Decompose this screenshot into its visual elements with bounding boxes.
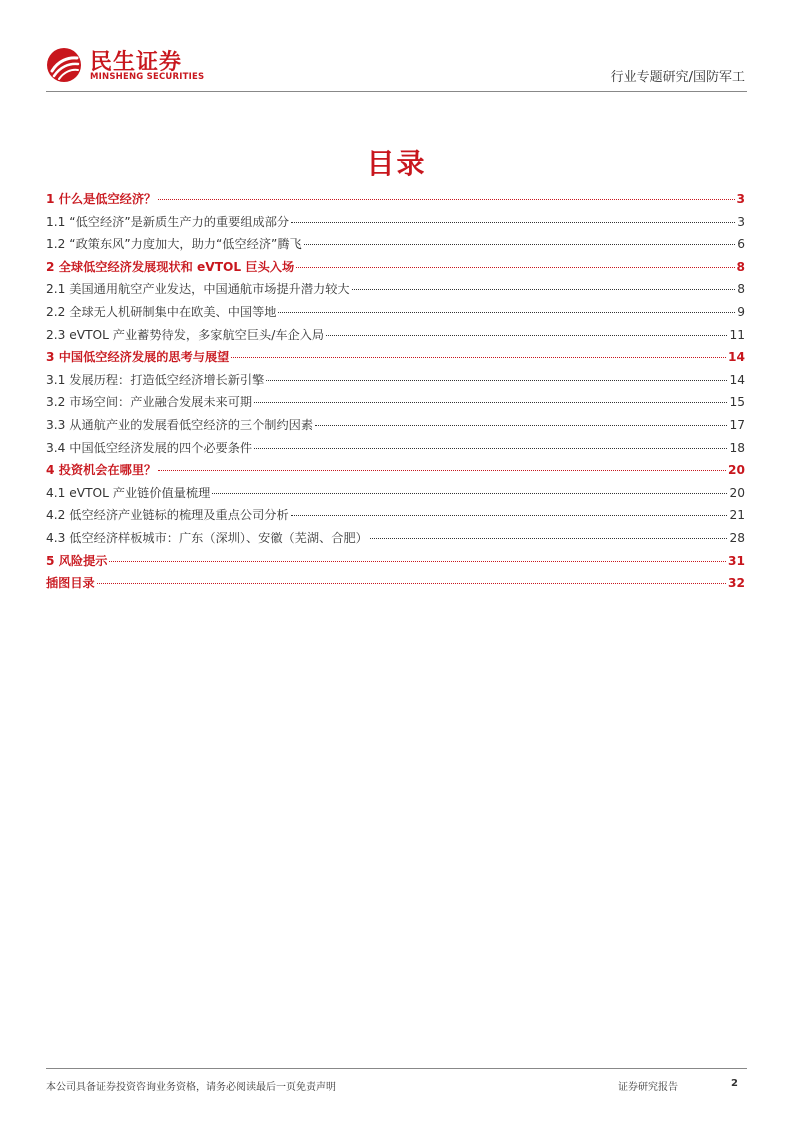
toc-entry-title: 1.2 “政策东风”力度加大，助力“低空经济”腾飞 (46, 237, 302, 252)
toc-dot-leader (231, 356, 726, 358)
toc-entry-title: 3.3 从通航产业的发展看低空经济的三个制约因素 (46, 417, 314, 432)
toc-entry-title: 4.3 低空经济样板城市：广东（深圳）、安徽（芜湖、合肥） (46, 530, 368, 545)
toc-entry-page: 32 (728, 576, 745, 591)
toc-section-entry[interactable] (46, 459, 745, 482)
page-header (0, 0, 793, 92)
toc-entry-page: 21 (729, 508, 745, 523)
toc-entry-page: 11 (729, 327, 745, 342)
toc-entry-page: 6 (737, 237, 745, 252)
toc-section-entry[interactable] (46, 346, 745, 369)
toc-entry-page: 14 (728, 350, 745, 365)
toc-subsection-entry[interactable] (46, 527, 745, 550)
toc-subsection-entry[interactable] (46, 211, 745, 234)
toc-entry-title: 4 投资机会在哪里？ (46, 463, 157, 478)
toc-dot-leader (291, 514, 728, 516)
toc-section-entry[interactable] (46, 256, 745, 279)
toc-dot-leader (212, 492, 727, 494)
toc-entry-title: 3.4 中国低空经济发展的四个必要条件 (46, 440, 253, 455)
toc-entry-page: 20 (729, 485, 745, 500)
toc-dot-leader (158, 198, 734, 200)
toc-entry-page: 15 (729, 395, 745, 410)
toc-entry-page: 28 (729, 530, 745, 545)
footer-disclaimer: 本公司具备证券投资咨询业务资格，请务必阅读最后一页免责声明 (46, 1082, 336, 1093)
toc-dot-leader (326, 334, 727, 336)
header-divider (46, 91, 747, 92)
toc-dot-leader (109, 560, 726, 562)
toc-section-entry[interactable] (46, 550, 745, 573)
toc-entry-page: 3 (736, 192, 745, 206)
toc-dot-leader (352, 288, 736, 290)
toc-entry-page: 31 (728, 553, 745, 568)
toc-entry-title: 1.1 “低空经济”是新质生产力的重要组成部分 (46, 214, 290, 229)
toc-subsection-entry[interactable] (46, 482, 745, 505)
report-category: 行业专题研究/国防军工 (610, 70, 745, 85)
toc-subsection-entry[interactable] (46, 414, 745, 437)
toc-subsection-entry[interactable] (46, 324, 745, 347)
toc-subsection-entry[interactable] (46, 301, 745, 324)
toc-dot-leader (158, 469, 726, 471)
toc-entry-title: 3.1 发展历程：打造低空经济增长新引擎 (46, 372, 265, 387)
toc-dot-leader (254, 401, 727, 403)
toc-entry-page: 9 (737, 304, 745, 319)
toc-entry-title: 1 什么是低空经济？ (46, 192, 157, 206)
toc-entry-title: 3.2 市场空间：产业融合发展未来可期 (46, 395, 253, 410)
toc-entry-title: 2.1 美国通用航空产业发达，中国通航市场提升潜力较大 (46, 282, 350, 297)
toc-subsection-entry[interactable] (46, 391, 745, 414)
toc-section-entry[interactable] (46, 188, 745, 211)
toc-entry-page: 8 (737, 282, 745, 297)
toc-title: 目录 (366, 147, 427, 180)
toc-entry-title: 2.3 eVTOL 产业蓄势待发，多家航空巨头/车企入局 (46, 327, 325, 342)
toc-entry-title: 4.1 eVTOL 产业链价值量梳理 (46, 485, 211, 500)
footer-report-type: 证券研究报告 (618, 1082, 678, 1093)
toc-subsection-entry[interactable] (46, 369, 745, 392)
toc-entry-page: 14 (729, 372, 745, 387)
footer-page-number: 2 (731, 1078, 738, 1089)
brand-name-cn: 民生证券 (90, 50, 183, 75)
footer-divider (46, 1068, 747, 1069)
toc-subsection-entry[interactable] (46, 278, 745, 301)
toc-subsection-entry[interactable] (46, 233, 745, 256)
toc-entry-page: 3 (737, 214, 745, 229)
toc-entry-page: 8 (736, 259, 745, 274)
table-of-contents (46, 188, 745, 595)
toc-entry-title: 3 中国低空经济发展的思考与展望 (46, 350, 230, 365)
toc-dot-leader (296, 266, 734, 268)
toc-entry-title: 插图目录 (46, 576, 95, 591)
minsheng-logo-icon (46, 47, 82, 83)
toc-dot-leader (315, 424, 727, 426)
toc-entry-title: 5 风险提示 (46, 553, 108, 568)
toc-entry-page: 17 (729, 417, 745, 432)
toc-dot-leader (370, 537, 728, 539)
toc-section-entry[interactable] (46, 572, 745, 595)
toc-entry-title: 2.2 全球无人机研制集中在欧美、中国等地 (46, 304, 277, 319)
toc-dot-leader (278, 311, 735, 313)
toc-dot-leader (254, 447, 727, 449)
toc-entry-page: 20 (728, 463, 745, 478)
toc-dot-leader (97, 582, 726, 584)
toc-dot-leader (304, 243, 736, 245)
brand-name-en: MINSHENG SECURITIES (90, 72, 205, 82)
toc-entry-title: 2 全球低空经济发展现状和 eVTOL 巨头入场 (46, 259, 295, 274)
toc-entry-page: 18 (729, 440, 745, 455)
toc-dot-leader (291, 221, 735, 223)
toc-dot-leader (266, 379, 727, 381)
toc-subsection-entry[interactable] (46, 437, 745, 460)
toc-entry-title: 4.2 低空经济产业链标的梳理及重点公司分析 (46, 508, 289, 523)
toc-subsection-entry[interactable] (46, 504, 745, 527)
